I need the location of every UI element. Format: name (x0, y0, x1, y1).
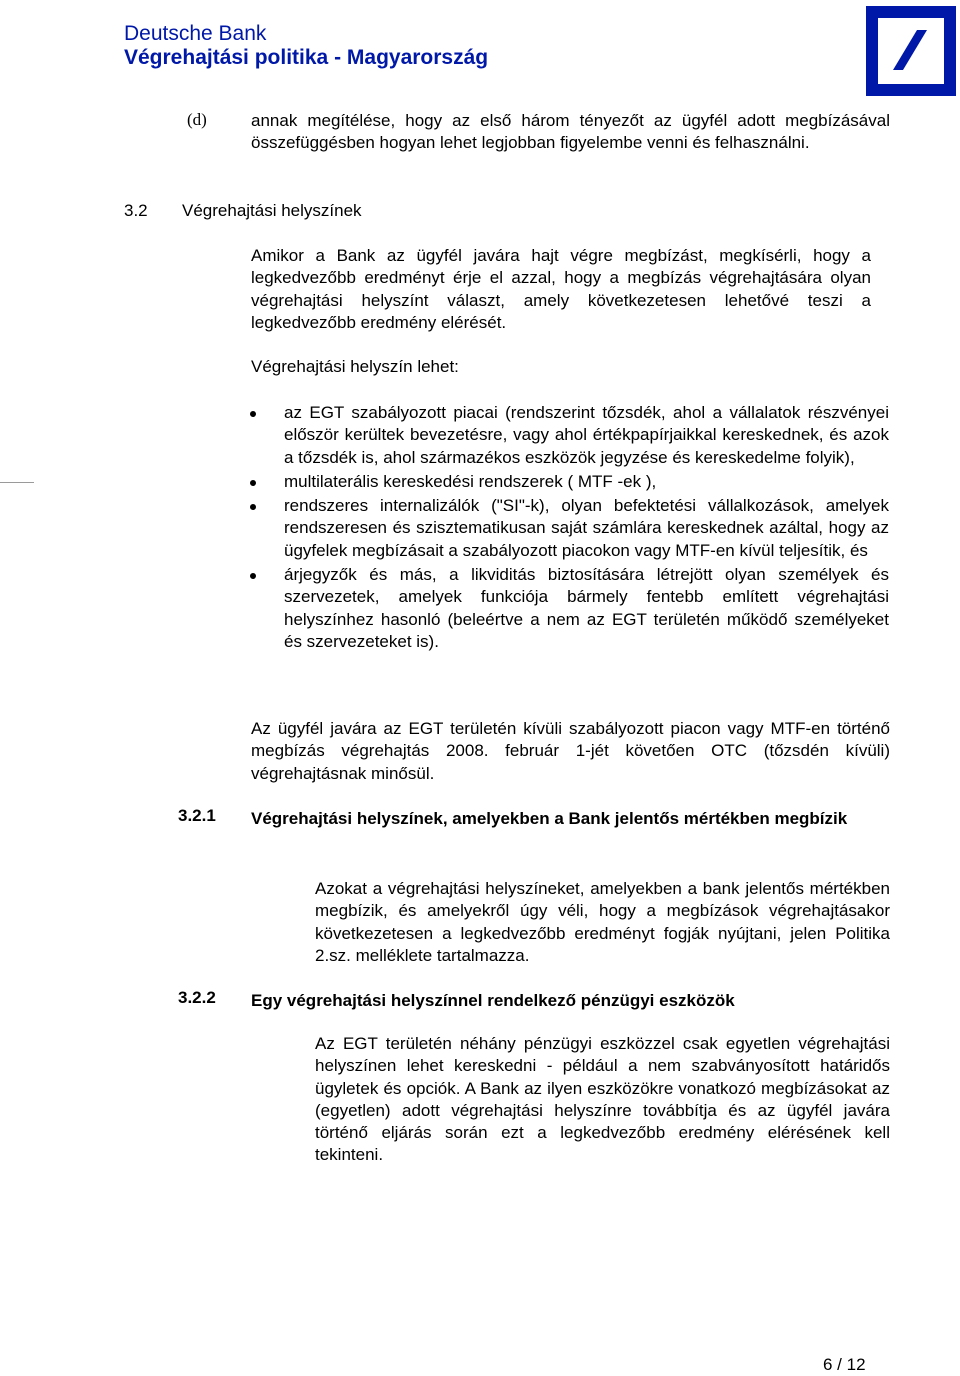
subsection-title: Egy végrehajtási helyszínnel rendelkező pénzügyi eszközök (251, 991, 735, 1010)
list-item: az EGT szabályozott piacai (rendszerint tőzsdék, ahol a vállalatok részvényei először kerültek bevezetésre, vagy ahol értékpapírjaikkal kereskednek, és azok a tőzsdék is, ahol származékos eszközök jegyzése és kereskedelme folyik), (249, 402, 889, 469)
item-d-text: annak megítélése, hogy az első három tényezőt az ügyfél adott megbízásával összefüggésben hogyan lehet legjobban figyelembe venni és felhasználni. (251, 111, 890, 153)
bullet-icon (250, 480, 256, 486)
margin-rule (0, 482, 34, 483)
page-number: 6 / 12 (823, 1355, 866, 1374)
bullet-icon (250, 411, 256, 417)
list-item: multilaterális kereskedési rendszerek ( MTF -ek ), (249, 471, 889, 493)
section-title: Végrehajtási helyszínek (182, 201, 362, 220)
venue-lead: Végrehajtási helyszín lehet: (251, 357, 459, 376)
header-company: Deutsche Bank (124, 22, 267, 45)
deutsche-bank-logo (866, 6, 956, 96)
otc-paragraph: Az ügyfél javára az EGT területén kívüli szabályozott piacon vagy MTF-en történő megbízás végrehajtás 2008. február 1-jét követően OTC (tőzsdén kívüli) végrehajtásnak minősül. (251, 719, 890, 783)
subsection-text: Az EGT területén néhány pénzügyi eszközzel csak egyetlen végrehajtási helyszínen lehet kereskedni - például a nem szabványosított határidős ügyletek és opciók. A Bank az ilyen eszközökre vonatkozó megbízásokat az (egyetlen) adott végrehajtási helyszínre továbbítja és az ügyfél javára történő eljárás során ezt a legkedvezőbb eredmény elérésének kell tekinteni. (315, 1034, 890, 1165)
bullet-icon (250, 573, 256, 579)
list-item: árjegyzők és más, a likviditás biztosítására létrejött olyan személyek és szervezetek, amelyek funkciója bármely fentebb említett végrehajtási helyszínhez hasonló (beleértve a nem az EGT területén működő személyeket és szervezeteket is). (249, 564, 889, 653)
subsection-title: Végrehajtási helyszínek, amelyekben a Bank jelentős mértékben megbízik (251, 809, 848, 828)
list-item: rendszeres internalizálók ("SI"-k), olyan befektetési vállalkozások, amelyek rendszeresen és szisztematikusan saját számlára kereskednek azáltal, hogy az ügyfelek megbízásait a szabályozott piacokon vagy MTF-en kívül teljesítik, és (249, 495, 889, 562)
subsection-text: Azokat a végrehajtási helyszíneket, amelyekben a bank jelentős mértékben megbízik, és amelyekről úgy véli, hogy a megbízások végrehajtásakor következetesen a legkedvezőbb eredményt fogják nyújtani, jelen Politika 2.sz. melléklete tartalmazza. (315, 879, 890, 965)
list-marker-d: (d) (187, 110, 207, 129)
subsection-number: 3.2.2 (178, 988, 216, 1007)
header-title: Végrehajtási politika - Magyarország (124, 46, 489, 69)
subsection-number: 3.2.1 (178, 806, 216, 825)
bullet-icon (250, 504, 256, 510)
section-intro: Amikor a Bank az ügyfél javára hajt végre megbízást, megkísérli, hogy a legkedvezőbb eredményt érje el azzal, hogy a megbízás végrehajtására olyan végrehajtási helyszínt választ, amely következetesen lehetővé teszi a legkedvezőbb eredmény elérését. (251, 246, 871, 332)
section-number: 3.2 (124, 201, 148, 220)
venue-list (249, 402, 889, 655)
